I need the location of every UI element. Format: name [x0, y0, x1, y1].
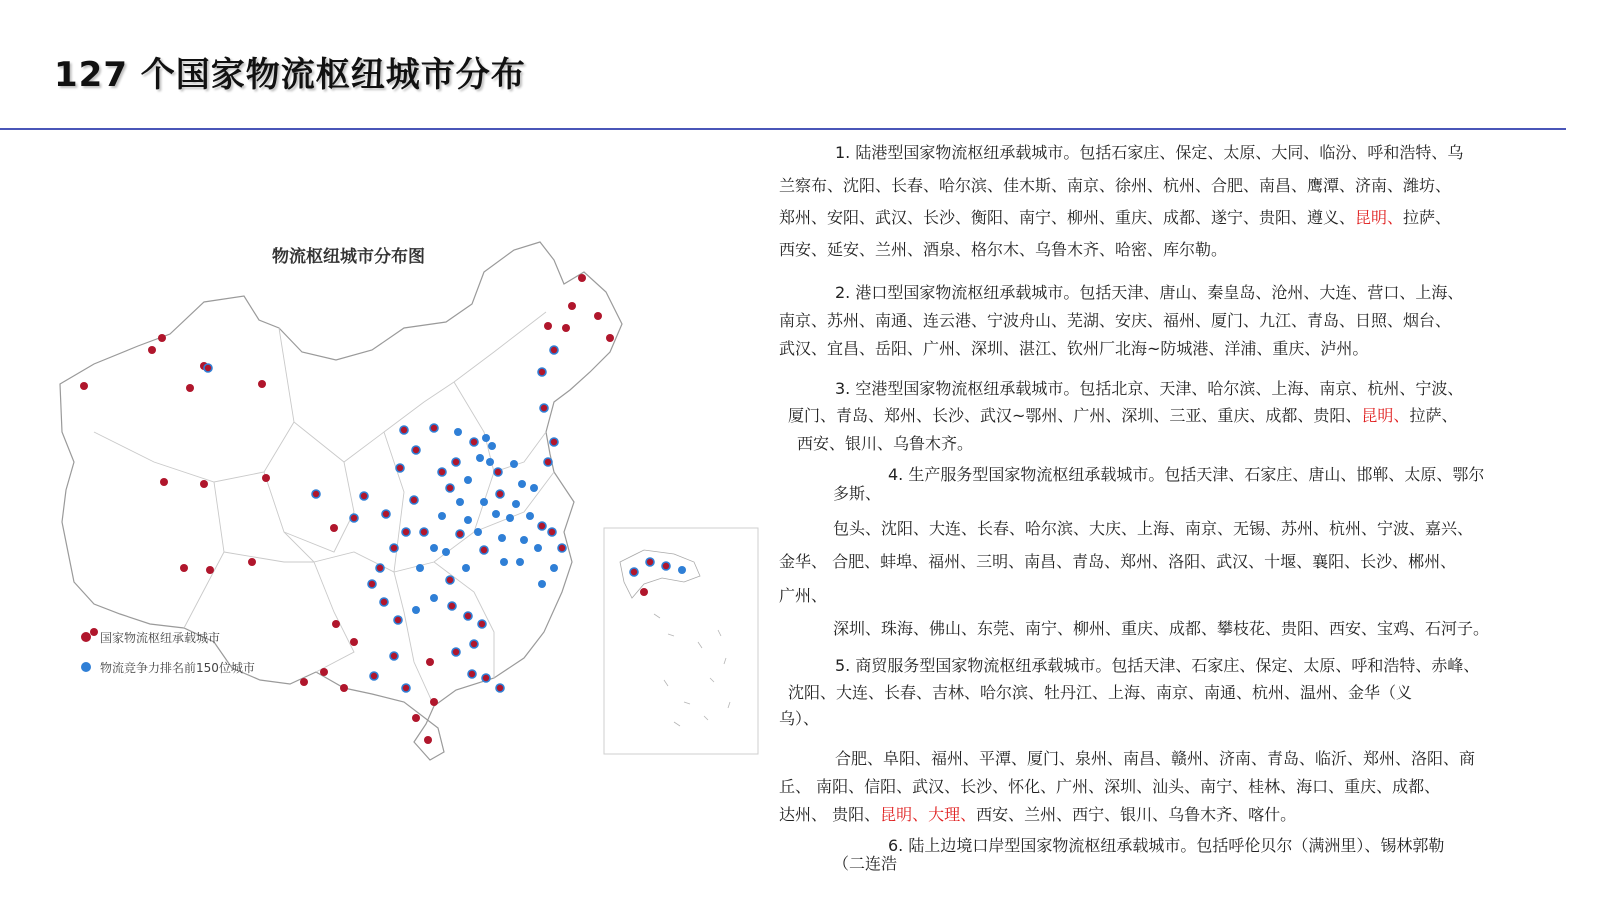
section-4-line: 4. 生产服务型国家物流枢纽承载城市。包括天津、石家庄、唐山、邯郸、太原、鄂尔 [888, 465, 1485, 484]
section-6-line: （二连浩 [833, 854, 898, 873]
section-2-line: 南京、苏州、南通、连云港、宁波舟山、芜湖、安庆、福州、厦门、九江、青岛、日照、烟台、 [779, 311, 1452, 330]
section-4-line: 包头、沈阳、大连、长春、哈尔滨、大庆、上海、南京、无锡、苏州、杭州、宁波、嘉兴、 [833, 519, 1474, 538]
section-4-line: 深圳、珠海、佛山、东莞、南宁、柳州、重庆、成都、攀枝花、贵阳、西安、宝鸡、石河子。 [833, 619, 1490, 638]
highlighted-city: 昆明、 [1361, 406, 1410, 425]
section-1-line: 兰察布、沈阳、长春、哈尔滨、佳木斯、南京、徐州、杭州、合肥、南昌、鹰潭、济南、潍坊、 [779, 176, 1452, 195]
page-title: 127 个国家物流枢纽城市分布 [54, 55, 526, 95]
section-4-line: 多斯、 [833, 484, 882, 503]
map-title: 物流枢纽城市分布图 [272, 247, 425, 267]
section-3-line: 3. 空港型国家物流枢纽承载城市。包括北京、天津、哈尔滨、上海、南京、杭州、宁波、 [835, 379, 1464, 398]
section-3-line: 厦门、青岛、郑州、长沙、武汉~鄂州、广州、深圳、三亚、重庆、成都、贵阳、昆明、拉萨、 [788, 406, 1458, 425]
section-5-line: 5. 商贸服务型国家物流枢纽承载城市。包括天津、石家庄、保定、太原、呼和浩特、赤峰、 [835, 656, 1480, 675]
section-3-line: 西安、银川、乌鲁木齐。 [797, 434, 974, 453]
section-2-line: 2. 港口型国家物流枢纽承载城市。包括天津、唐山、秦皇岛、沧州、大连、营口、上海、 [835, 283, 1464, 302]
section-5-line: 合肥、阜阳、福州、平潭、厦门、泉州、南昌、赣州、济南、青岛、临沂、郑州、洛阳、商 [835, 749, 1476, 768]
section-5-line: 沈阳、大连、长春、吉林、哈尔滨、牡丹江、上海、南京、南通、杭州、温州、金华（义 [788, 683, 1413, 702]
section-5-line: 达州、 贵阳、昆明、大理、西安、兰州、西宁、银川、乌鲁木齐、喀什。 [779, 805, 1297, 824]
legend-label-ranked: 物流竞争力排名前150位城市 [100, 661, 255, 675]
highlighted-city: 昆明、大理、 [880, 805, 977, 824]
section-1-line: 郑州、安阳、武汉、长沙、衡阳、南宁、柳州、重庆、成都、遂宁、贵阳、遵义、昆明、拉萨、 [779, 208, 1452, 227]
section-5-line: 乌）、 [779, 709, 820, 728]
section-1-line: 西安、延安、兰州、酒泉、格尔木、乌鲁木齐、哈密、库尔勒。 [779, 240, 1228, 259]
section-1-line: 1. 陆港型国家物流枢纽承载城市。包括石家庄、保定、太原、大同、临汾、呼和浩特、乌 [835, 143, 1464, 162]
section-6-line: 6. 陆上边境口岸型国家物流枢纽承载城市。包括呼伦贝尔（满洲里）、锡林郭勒 [888, 836, 1445, 855]
legend-label-hub: 国家物流枢纽承载城市 [100, 631, 221, 645]
section-4-line: 广州、 [779, 586, 828, 605]
section-2-line: 武汉、宜昌、岳阳、广州、深圳、湛江、钦州厂北海~防城港、洋浦、重庆、泸州。 [779, 339, 1369, 358]
section-4-line: 金华、 合肥、蚌埠、福州、三明、南昌、青岛、郑州、洛阳、武汉、十堰、襄阳、长沙、郴州、 [779, 552, 1457, 571]
highlighted-city: 昆明、 [1355, 208, 1404, 227]
section-5-line: 丘、 南阳、信阳、武汉、长沙、怀化、广州、深圳、汕头、南宁、桂林、海口、重庆、成都、 [779, 777, 1441, 796]
